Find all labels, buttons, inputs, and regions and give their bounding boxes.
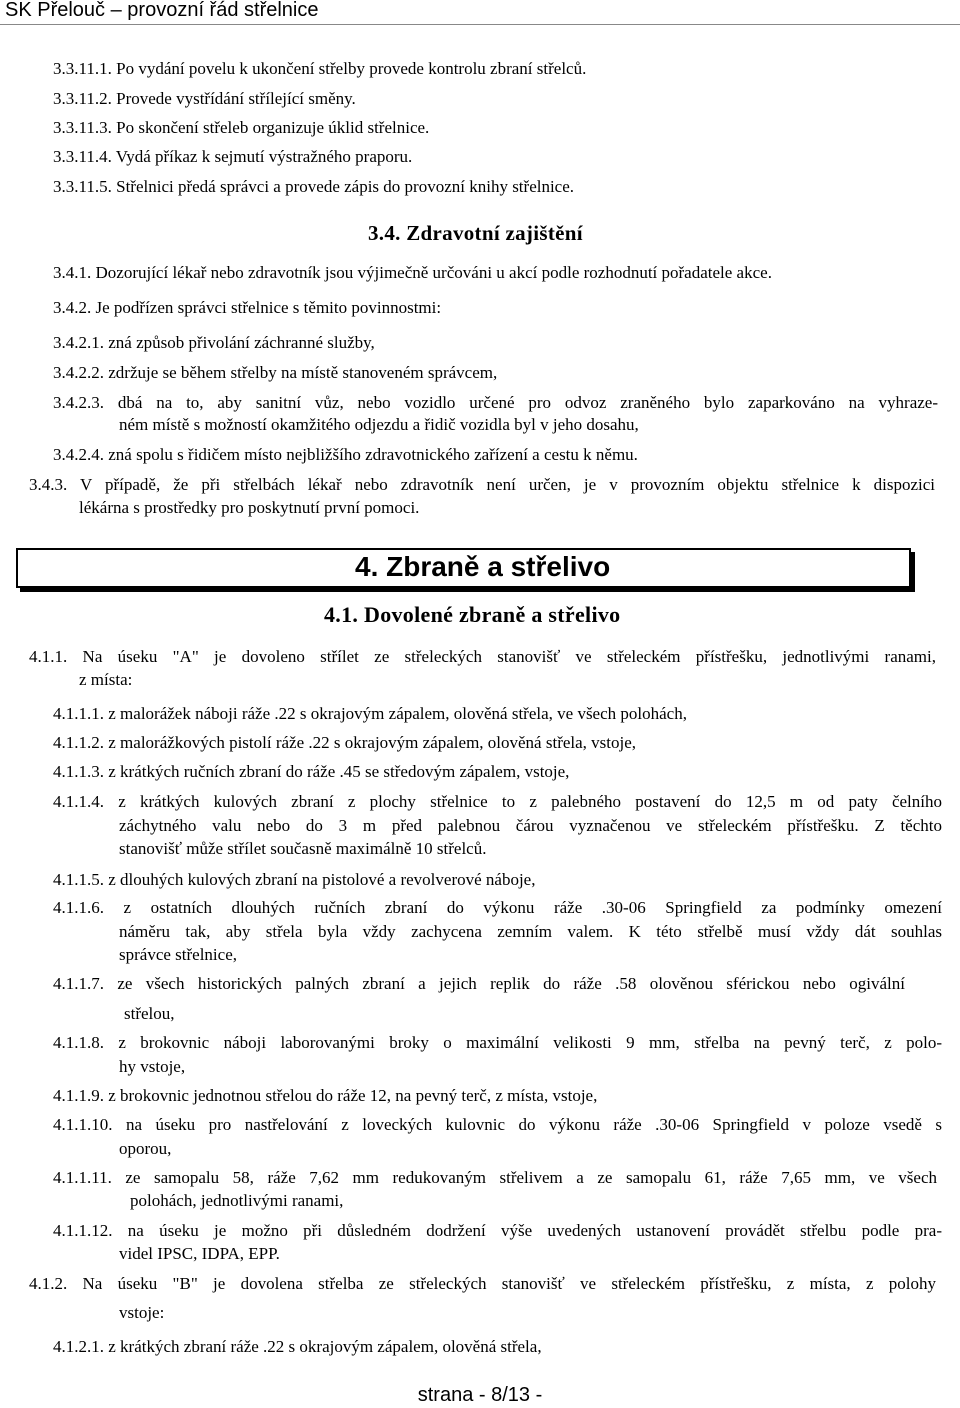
page-header (0, 0, 960, 25)
item-4-1-1-4-cont2: stanovišť může střílet současně maximálně 10 střelců. (119, 839, 487, 858)
item-4-1-1-6: 4.1.1.6. z ostatních dlouhých ručních zbraní do výkonu ráže .30-06 Springfield za podmínky omezení (53, 898, 942, 917)
para-4-1-1-cont: z místa: (79, 670, 133, 689)
item-4-1-1-6-cont2: správce střelnice, (119, 945, 237, 964)
item-3-3-11-4: 3.3.11.4. Vydá příkaz k sejmutí výstražného praporu. (53, 147, 413, 166)
item-4-1-1-10: 4.1.1.10. na úseku pro nastřelování z loveckých kulovnic do výkonu ráže .30-06 Springfield v poloze vsedě s (53, 1115, 942, 1134)
item-3-4-2-4: 3.4.2.4. zná spolu s řidičem místo nejbližšího zdravotnického zařízení a cestu k němu. (53, 445, 638, 464)
para-4-1-2: 4.1.2. Na úseku "B" je dovolena střelba ze střeleckých stanovišť ve střeleckém přístřešku, z místa, z polohy (29, 1274, 936, 1293)
item-4-1-1-12: 4.1.1.12. na úseku je možno při důsledném dodržení výše uvedených ustanovení provádět střelbu podle pra- (53, 1221, 942, 1240)
para-3-4-3-cont: lékárna s prostředky pro poskytnutí první pomoci. (79, 498, 420, 517)
item-4-1-1-12-cont: videl IPSC, IDPA, EPP. (119, 1244, 280, 1263)
item-3-3-11-5: 3.3.11.5. Střelnici předá správci a provede zápis do provozní knihy střelnice. (53, 177, 575, 196)
item-4-1-1-11: 4.1.1.11. ze samopalu 58, ráže 7,62 mm redukovaným střelivem a ze samopalu 61, ráže 7,65 mm, ve všech (53, 1168, 937, 1187)
item-4-1-1-4-cont1: záchytného valu nebo do 3 m před palebnou čárou vyznačenou ve střeleckém přístřešku. Z těchto (119, 816, 942, 835)
item-4-1-1-2: 4.1.1.2. z malorážkových pistolí ráže .22 s okrajovým zápalem, olověná střela, vstoje, (53, 733, 637, 752)
para-3-4-3: 3.4.3. V případě, že při střelbách lékař nebo zdravotník není určen, je v provozním objektu střelnice k dispozici (29, 475, 935, 494)
item-4-1-1-6-cont1: náměru tak, aby střela byla vždy zachycena zemním valem. K této střelbě musí vždy dát souhlas (119, 922, 942, 941)
item-3-4-2-2: 3.4.2.2. zdržuje se během střelby na místě stanoveném správcem, (53, 363, 498, 382)
section-heading-4-1: 4.1. Dovolené zbraně a střelivo (324, 602, 621, 627)
item-3-4-2-3-cont: ném místě s možností okamžitého odjezdu a řidič vozidla byl v jeho dosahu, (119, 415, 639, 434)
item-3-3-11-3: 3.3.11.3. Po skončení střeleb organizuje úklid střelnice. (53, 118, 430, 137)
item-3-4-2-1: 3.4.2.1. zná způsob přivolání záchranné služby, (53, 333, 375, 352)
document-title: SK Přelouč – provozní řád střelnice (5, 0, 319, 21)
item-4-1-1-7: 4.1.1.7. ze všech historických palných zbraní a jejich replik do ráže .58 olověnou sférickou nebo ogivální (53, 974, 905, 993)
item-3-3-11-2: 3.3.11.2. Provede vystřídání střílející směny. (53, 89, 356, 108)
para-3-4-2: 3.4.2. Je podřízen správci střelnice s těmito povinnostmi: (53, 298, 442, 317)
para-4-1-2-cont: vstoje: (119, 1303, 165, 1322)
item-3-3-11-1: 3.3.11.1. Po vydání povelu k ukončení střelby provede kontrolu zbraní střelců. (53, 59, 587, 78)
item-4-1-1-5: 4.1.1.5. z dlouhých kulových zbraní na pistolové a revolverové náboje, (53, 870, 536, 889)
item-4-1-2-1: 4.1.2.1. z krátkých zbraní ráže .22 s okrajovým zápalem, olověná střela, (53, 1337, 542, 1356)
item-4-1-1-10-cont: oporou, (119, 1139, 172, 1158)
item-4-1-1-8-cont: hy vstoje, (119, 1057, 186, 1076)
para-4-1-1: 4.1.1. Na úseku "A" je dovoleno střílet ze střeleckých stanovišť ve střeleckém přístřešku, jednotlivými ranami, (29, 647, 936, 666)
item-4-1-1-9: 4.1.1.9. z brokovnic jednotnou střelou do ráže 12, na pevný terč, z místa, vstoje, (53, 1086, 598, 1105)
item-4-1-1-11-cont: polohách, jednotlivými ranami, (130, 1191, 344, 1210)
para-3-4-1: 3.4.1. Dozorující lékař nebo zdravotník jsou výjimečně určováni u akcí podle rozhodnutí pořadatele akce. (53, 263, 772, 282)
page-number: strana - 8/13 - (417, 1384, 543, 1406)
item-4-1-1-7-cont: střelou, (124, 1004, 175, 1023)
item-3-4-2-3: 3.4.2.3. dbá na to, aby sanitní vůz, nebo vozidlo určené pro odvoz zraněného bylo zaparkováno na vyhraze- (53, 393, 938, 412)
chapter-title: 4. Zbraně a střelivo (355, 551, 611, 582)
item-4-1-1-1: 4.1.1.1. z malorážek náboji ráže .22 s okrajovým zápalem, olověná střela, ve všech polohách, (53, 704, 687, 723)
item-4-1-1-8: 4.1.1.8. z brokovnic náboji laborovanými broky o maximální velikosti 9 mm, střelba na pevný terč, z polo- (53, 1033, 942, 1052)
section-heading-3-4: 3.4. Zdravotní zajištění (368, 221, 583, 245)
item-4-1-1-4: 4.1.1.4. z krátkých kulových zbraní z plochy střelnice to z palebného postavení do 12,5 m od paty čelního (53, 792, 942, 811)
item-4-1-1-3: 4.1.1.3. z krátkých ručních zbraní do ráže .45 se středovým zápalem, vstoje, (53, 762, 570, 781)
